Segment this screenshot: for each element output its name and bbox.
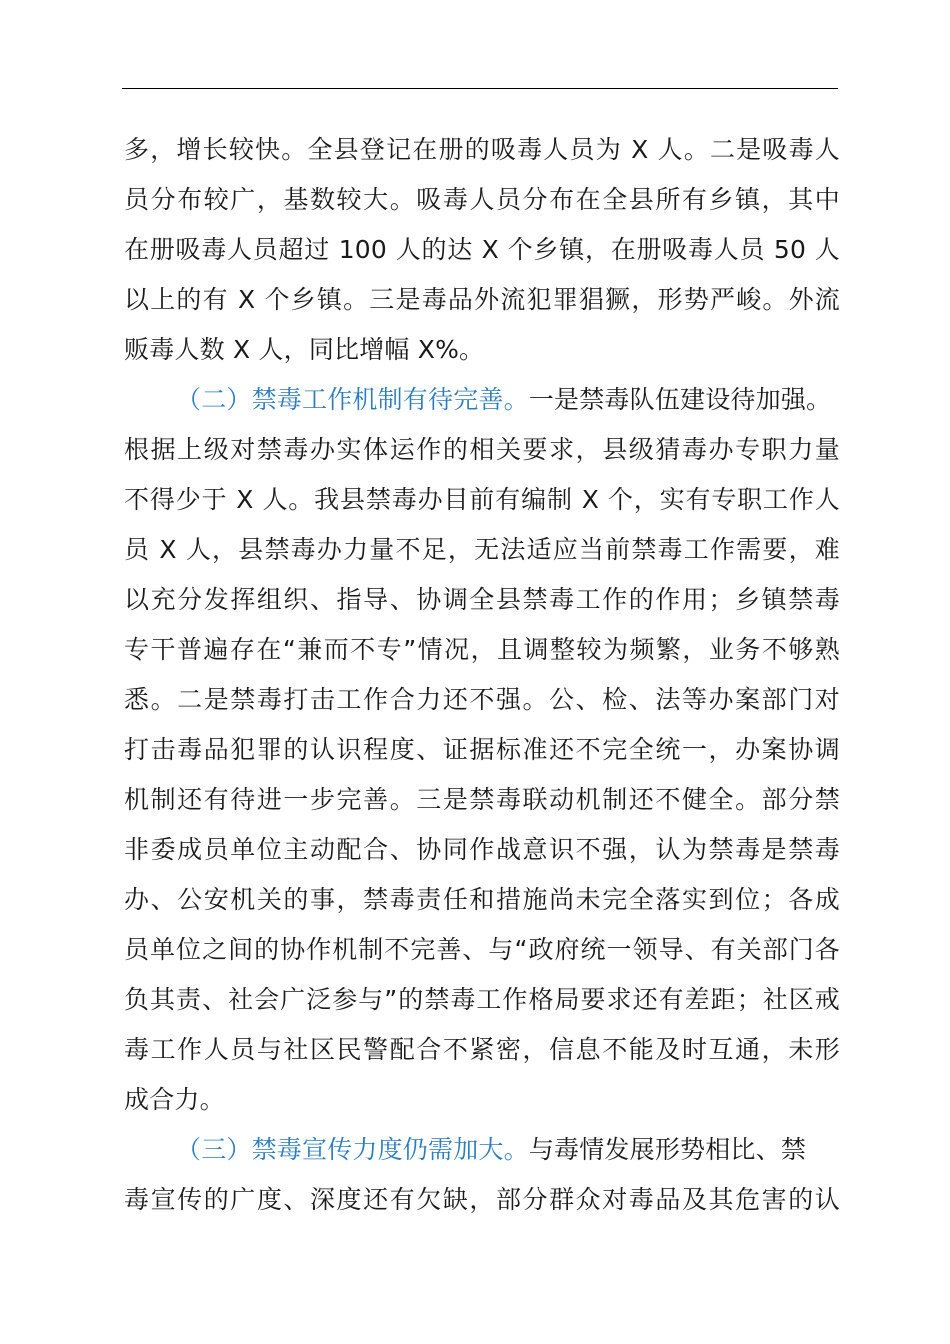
- section-3-heading: （三）禁毒宣传力度仍需加大。: [176, 1135, 529, 1164]
- paragraph-line: 贩毒人数 X 人，同比增幅 X%。: [124, 335, 485, 364]
- paragraph-line: 员 X 人，县禁毒办力量不足，无法适应当前禁毒工作需要，难: [124, 535, 840, 564]
- paragraph-line: 以充分发挥组织、指导、协调全县禁毒工作的作用；乡镇禁毒: [124, 585, 840, 614]
- paragraph-line: 打击毒品犯罪的认识程度、证据标准还不完全统一，办案协调: [124, 735, 840, 764]
- paragraph-line: 员分布较广，基数较大。吸毒人员分布在全县所有乡镇，其中: [124, 185, 840, 214]
- paragraph-line: 负其责、社会广泛参与”的禁毒工作格局要求还有差距；社区戒: [124, 985, 840, 1014]
- paragraph-line: 悉。二是禁毒打击工作合力还不强。公、检、法等办案部门对: [124, 685, 840, 714]
- paragraph-line: 在册吸毒人员超过 100 人的达 X 个乡镇，在册吸毒人员 50 人: [124, 235, 840, 264]
- section-2-first-line-text: 一是禁毒队伍建设待加强。: [528, 385, 832, 414]
- paragraph-line: 机制还有待进一步完善。三是禁毒联动机制还不健全。部分禁: [124, 785, 840, 814]
- header-rule: [122, 88, 838, 89]
- paragraph-line: 毒工作人员与社区民警配合不紧密，信息不能及时互通，未形: [124, 1035, 840, 1064]
- section-3-first-line-text: 与毒情发展形势相比、禁: [528, 1135, 807, 1164]
- section-3-first-line: [176, 1130, 892, 1170]
- section-2-first-line: [176, 380, 892, 420]
- paragraph-line: 员单位之间的协作机制不完善、与“政府统一领导、有关部门各: [124, 935, 840, 964]
- paragraph-line: 成合力。: [124, 1085, 225, 1114]
- paragraph-line: 多，增长较快。全县登记在册的吸毒人员为 X 人。二是吸毒人: [124, 135, 840, 164]
- paragraph-line: 专干普遍存在“兼而不专”情况，且调整较为频繁，业务不够熟: [124, 635, 840, 664]
- section-2-heading: （二）禁毒工作机制有待完善。: [176, 385, 529, 414]
- paragraph-line: 以上的有 X 个乡镇。三是毒品外流犯罪猖獗，形势严峻。外流: [124, 285, 840, 314]
- paragraph-line: 不得少于 X 人。我县禁毒办目前有编制 X 个，实有专职工作人: [124, 485, 840, 514]
- paragraph-line: 非委成员单位主动配合、协同作战意识不强，认为禁毒是禁毒: [124, 835, 840, 864]
- paragraph-line: 根据上级对禁毒办实体运作的相关要求，县级猜毒办专职力量: [124, 435, 840, 464]
- paragraph-line: 办、公安机关的事，禁毒责任和措施尚未完全落实到位；各成: [124, 885, 840, 914]
- paragraph-line: 毒宣传的广度、深度还有欠缺，部分群众对毒品及其危害的认: [124, 1185, 840, 1214]
